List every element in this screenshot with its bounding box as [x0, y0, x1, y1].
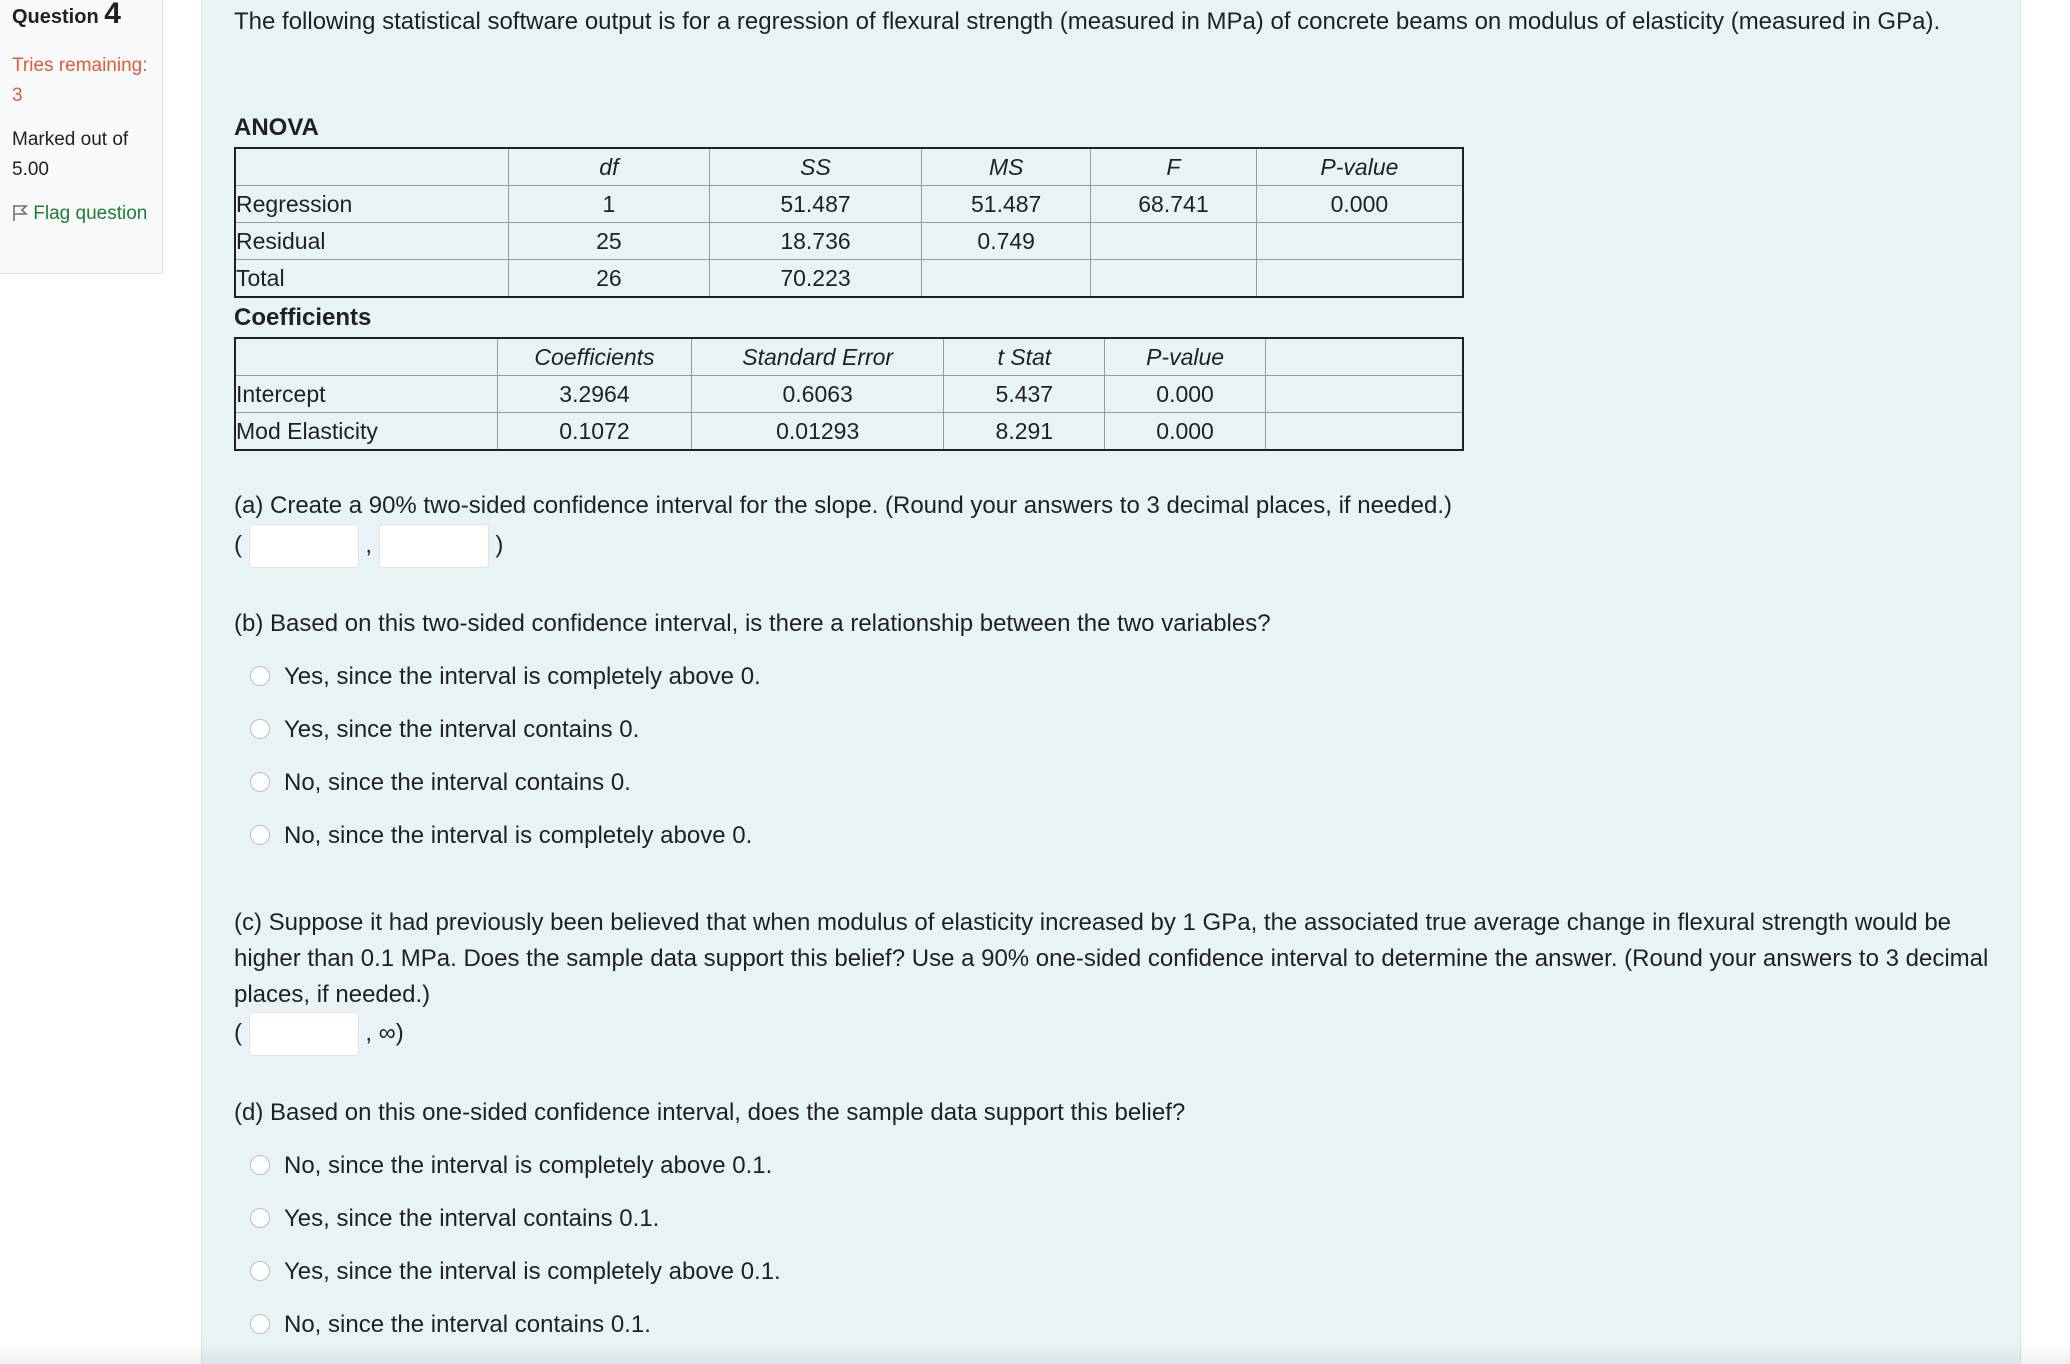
tries-remaining: Tries remaining: 3 — [12, 55, 148, 106]
question-content — [201, 0, 2021, 1364]
question-info-panel — [0, 0, 163, 274]
part-a-lower-input[interactable] — [249, 524, 359, 568]
part-b-option-1[interactable] — [250, 659, 761, 695]
part-c-answer — [234, 1012, 2014, 1056]
part-d-option-label: No, since the interval contains 0.1. — [284, 1311, 651, 1338]
anova-cell: 70.223 — [709, 260, 922, 298]
anova-cell — [1091, 260, 1257, 298]
question-intro: The following statistical software output is for a regression of flexural strength (measured in MPa) of concrete beams on modulus of elasticity (measured in GPa). — [234, 8, 1941, 35]
anova-cell: 18.736 — [709, 223, 922, 260]
coefficients-cell: 5.437 — [944, 376, 1105, 413]
coefficients-cell — [1265, 376, 1463, 413]
anova-header-cell: F — [1091, 148, 1257, 186]
anova-cell: 1 — [509, 186, 710, 223]
coefficients-header-cell: Standard Error — [691, 338, 944, 376]
part-a-upper-input[interactable] — [379, 524, 489, 568]
part-b-option-label: No, since the interval contains 0. — [284, 769, 631, 796]
anova-cell: Residual — [235, 223, 509, 260]
coefficients-title: Coefficients — [234, 304, 372, 331]
part-a-answer — [234, 524, 2014, 568]
coefficients-header-cell: Coefficients — [498, 338, 692, 376]
anova-cell — [1256, 260, 1463, 298]
anova-header-row — [235, 148, 1463, 186]
coefficients-row — [235, 413, 1463, 451]
anova-cell: 0.000 — [1256, 186, 1463, 223]
part-b-radio-3[interactable] — [250, 772, 270, 792]
coefficients-cell: 0.000 — [1105, 376, 1266, 413]
anova-cell: Total — [235, 260, 509, 298]
coefficients-cell: 8.291 — [944, 413, 1105, 451]
part-d-radio-3[interactable] — [250, 1261, 270, 1281]
anova-cell: 51.487 — [922, 186, 1091, 223]
part-d-option-3[interactable] — [250, 1254, 781, 1290]
part-a-comma: , — [365, 531, 373, 559]
anova-cell: 68.741 — [1091, 186, 1257, 223]
part-d-radio-4[interactable] — [250, 1314, 270, 1334]
coefficients-header-cell — [1265, 338, 1463, 376]
coefficients-row — [235, 376, 1463, 413]
part-a-close-paren: ) — [495, 531, 504, 559]
part-d-option-label: Yes, since the interval contains 0.1. — [284, 1205, 660, 1232]
coefficients-cell: 0.01293 — [691, 413, 944, 451]
flag-icon — [12, 203, 28, 224]
part-d-radio-1[interactable] — [250, 1155, 270, 1175]
flag-question-link[interactable] — [12, 199, 150, 229]
flag-question-label: Flag question — [33, 203, 148, 224]
coefficients-table — [234, 337, 1464, 451]
coefficients-cell: 3.2964 — [498, 376, 692, 413]
part-d-option-label: No, since the interval is completely above 0.1. — [284, 1152, 773, 1179]
anova-cell: 25 — [509, 223, 710, 260]
part-b-option-2[interactable] — [250, 712, 639, 748]
coefficients-cell: Mod Elasticity — [235, 413, 498, 451]
question-number-value: 4 — [104, 0, 121, 30]
question-number — [12, 0, 150, 31]
question-label: Question — [12, 6, 99, 28]
marked-out-of: Marked out of 5.00 — [12, 129, 129, 180]
anova-cell: 0.749 — [922, 223, 1091, 260]
anova-cell: 26 — [509, 260, 710, 298]
coefficients-header-row — [235, 338, 1463, 376]
part-d-option-1[interactable] — [250, 1148, 772, 1184]
part-a-open-paren: ( — [234, 531, 242, 559]
anova-cell: Regression — [235, 186, 509, 223]
part-c-lower-input[interactable] — [249, 1012, 359, 1056]
part-b-option-label: No, since the interval is completely above 0. — [284, 822, 753, 849]
anova-cell — [1256, 223, 1463, 260]
anova-header-cell — [235, 148, 509, 186]
anova-header-cell: SS — [709, 148, 922, 186]
bottom-shade — [0, 1342, 2070, 1364]
part-d-option-2[interactable] — [250, 1201, 659, 1237]
coefficients-cell: 0.000 — [1105, 413, 1266, 451]
anova-cell: 51.487 — [709, 186, 922, 223]
part-b-radio-2[interactable] — [250, 719, 270, 739]
part-a-prompt: (a) Create a 90% two-sided confidence interval for the slope. (Round your answers to 3 decimal places, if needed.) — [234, 492, 1452, 519]
part-d-option-label: Yes, since the interval is completely above 0.1. — [284, 1258, 781, 1285]
coefficients-header-cell — [235, 338, 498, 376]
anova-header-cell: df — [509, 148, 710, 186]
part-c-open-paren: ( — [234, 1019, 242, 1047]
anova-cell — [1091, 223, 1257, 260]
part-c-prompt: (c) Suppose it had previously been believed that when modulus of elasticity increased by 1 GPa, the associated true average change in flexural strength would be higher than 0.1 MPa. Does the sample data support this belief? Use a 90% one-sided confidence interval to determine the answer. (Round your answers to 3 decimal places, if needed.) — [234, 909, 1989, 1008]
part-b-option-3[interactable] — [250, 765, 631, 801]
coefficients-header-cell: t Stat — [944, 338, 1105, 376]
anova-title: ANOVA — [234, 114, 319, 141]
coefficients-cell — [1265, 413, 1463, 451]
part-b-radio-1[interactable] — [250, 666, 270, 686]
coefficients-cell: 0.1072 — [498, 413, 692, 451]
anova-row — [235, 260, 1463, 298]
anova-table — [234, 147, 1464, 298]
anova-cell — [922, 260, 1091, 298]
part-d-option-4[interactable] — [250, 1307, 651, 1343]
coefficients-cell: 0.6063 — [691, 376, 944, 413]
part-b-option-4[interactable] — [250, 818, 752, 854]
part-d-prompt: (d) Based on this one-sided confidence interval, does the sample data support this belief? — [234, 1099, 1186, 1126]
anova-header-cell: MS — [922, 148, 1091, 186]
part-d-radio-2[interactable] — [250, 1208, 270, 1228]
coefficients-header-cell: P-value — [1105, 338, 1266, 376]
part-b-option-label: Yes, since the interval contains 0. — [284, 716, 640, 743]
anova-row — [235, 186, 1463, 223]
part-b-prompt: (b) Based on this two-sided confidence interval, is there a relationship between the two variables? — [234, 610, 1271, 637]
anova-row — [235, 223, 1463, 260]
part-b-option-label: Yes, since the interval is completely above 0. — [284, 663, 761, 690]
part-b-radio-4[interactable] — [250, 825, 270, 845]
coefficients-cell: Intercept — [235, 376, 498, 413]
anova-header-cell: P-value — [1256, 148, 1463, 186]
part-c-tail: , ∞) — [365, 1019, 404, 1047]
